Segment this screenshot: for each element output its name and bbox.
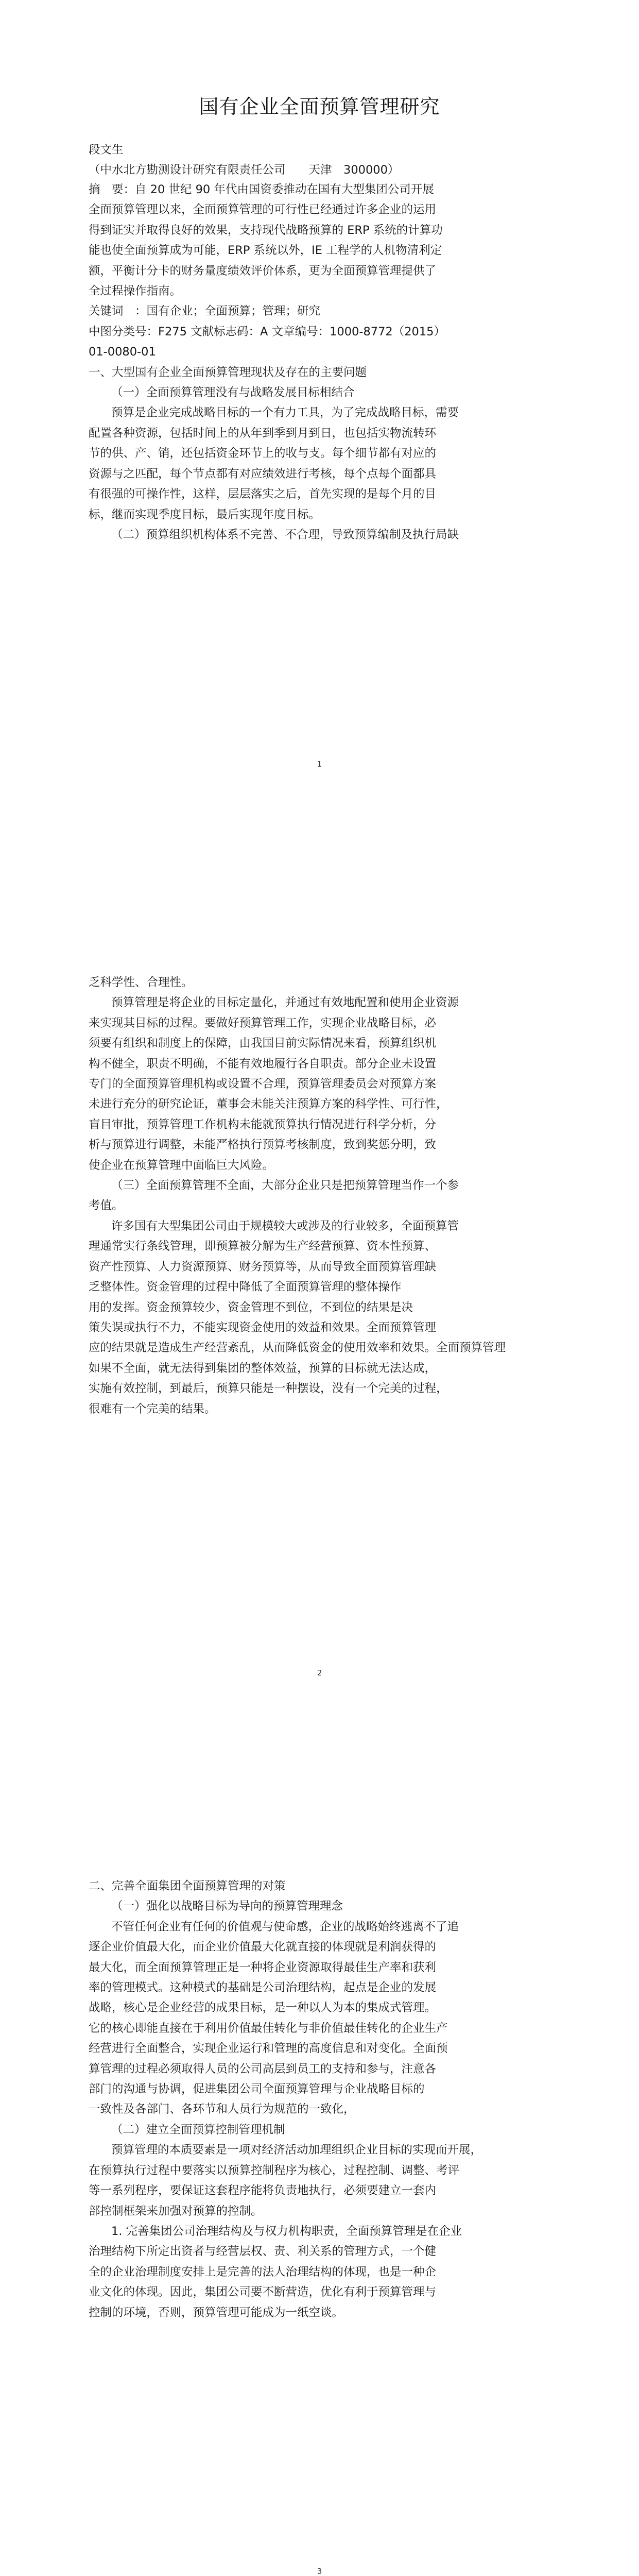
body-line: 逐企业价值最大化，而企业价值最大化就直接的体现就是利润获得的 — [89, 1940, 437, 1954]
body-line: 有很强的可操作性，这样，层层落实之后，首先实现的是每个月的目 — [89, 487, 437, 501]
body-line: 全的企业治理制度安排上是完善的法人治理结构的体现，也是一种企 — [89, 2265, 437, 2279]
page-1 — [0, 0, 639, 904]
body-line: 预算管理是将企业的目标定量化，并通过有效地配置和使用企业资源 — [111, 996, 459, 1010]
body-line: 控制的环境，否则，预算管理可能成为一纸空谈。 — [89, 2306, 344, 2319]
body-line: 专门的全面预算管理机构或设置不合理，预算管理委员会对预算方案 — [89, 1077, 437, 1091]
body-line: 率的管理模式。这种模式的基础是公司治理结构，起点是企业的发展 — [89, 1981, 437, 1995]
body-line: 等一系列程序，要保证这套程序能将负责地执行，必须要建立一套内 — [89, 2184, 437, 2198]
body-line: 很难有一个完美的结果。 — [89, 1402, 216, 1416]
classification-line: 01-0080-01 — [89, 345, 156, 359]
body-line: 部控制框架来加强对预算的控制。 — [89, 2204, 263, 2218]
article-title: 国有企业全面预算管理研究 — [199, 95, 440, 118]
abstract-line: 能也使全面预算成为可能，ERP 系统以外，IE 工程学的人机物清利定 — [89, 244, 442, 258]
body-line: 未进行充分的研究论证，董事会未能关注预算方案的科学性、可行性， — [89, 1097, 448, 1111]
abstract-line: 全面预算管理以来，全面预算管理的可行性已经通过许多企业的运用 — [89, 203, 437, 217]
author-name: 段文生 — [89, 143, 124, 157]
page-3-body — [89, 1876, 542, 2323]
body-line: 如果不全面，就无法得到集团的整体效益，预算的目标就无法达成， — [89, 1361, 437, 1375]
classification-line: 中图分类号：F275 文献标志码：A 文章编号：1000-8772（2015） — [89, 325, 445, 338]
subsection-heading: （二）预算组织机构体系不完善、不合理，导致预算编制及执行局缺 — [111, 528, 459, 541]
page-number: 3 — [317, 2567, 322, 2576]
body-line: 考值。 — [89, 1199, 124, 1213]
body-line: 资源与之匹配，每个节点都有对应绩效进行考核，每个点每个面都具 — [89, 467, 437, 481]
body-line: 析与预算进行调整，未能严格执行预算考核制度，致到奖惩分明，致 — [89, 1138, 437, 1152]
body-line: 用的发挥。资金预算较少，资金管理不到位，不到位的结果是决 — [89, 1300, 413, 1314]
abstract — [89, 180, 542, 545]
page-number: 2 — [317, 1668, 322, 1677]
body-line: 策失误或执行不力，不能实现资金使用的效益和效果。全面预算管理 — [89, 1320, 437, 1334]
body-line: 算管理的过程必须取得人员的公司高层到员工的支持和参与，注意各 — [89, 2062, 437, 2076]
body-line: 预算管理的本质要素是一项对经济活动加理组织企业目标的实现而开展， — [111, 2143, 482, 2157]
body-line: 不管任何企业有任何的价值观与使命感，企业的战略始终逃离不了追 — [111, 1920, 459, 1934]
body-line: 经营进行全面整合，实现企业运行和管理的高度信息和对变化。全面预 — [89, 2042, 448, 2056]
abstract-line: 摘 要：自 20 世纪 90 年代由国资委推动在国有大型集团公司开展 — [89, 183, 434, 196]
body-line: 部门的沟通与协调，促进集团公司全面预算管理与企业战略目标的 — [89, 2082, 425, 2096]
body-line: 乏整体性。资金管理的过程中降低了全面预算管理的整体操作 — [89, 1280, 402, 1294]
subsection-heading: （一）全面预算管理没有与战略发展目标相结合 — [111, 386, 355, 400]
section-heading: 二、完善全面集团全面预算管理的对策 — [89, 1879, 286, 1893]
body-line: 业文化的体现。因此，集团公司要不断营造，优化有利于预算管理与 — [89, 2285, 437, 2299]
abstract-line: 额，平衡计分卡的财务量度绩效评价体系，更为全面预算管理提供了 — [89, 264, 437, 278]
body-line: 资产性预算、人力资源预算、财务预算等，从而导致全面预算管理缺 — [89, 1260, 437, 1274]
body-line: 在预算执行过程中要落实以预算控制程序为核心，过程控制、调整、考评 — [89, 2163, 460, 2177]
subsection-heading: （一）强化以战略目标为导向的预算管理理念 — [111, 1900, 343, 1913]
body-line: 实施有效控制，到最后，预算只能是一种摆设，没有一个完美的过程， — [89, 1382, 448, 1396]
body-line: 应的结果就是造成生产经营紊乱，从而降低资金的使用效率和效果。全面预算管理 — [89, 1341, 506, 1355]
body-line: 来实现其目标的过程。要做好预算管理工作，实现企业战略目标，必 — [89, 1016, 437, 1030]
page-number: 1 — [317, 759, 322, 769]
body-line: 预算是企业完成战略目标的一个有力工具，为了完成战略目标，需要 — [111, 406, 459, 420]
body-line: 配置各种资源，包括时间上的从年到季到月到日，也包括实物流转环 — [89, 426, 437, 440]
body-line: 须要有组织和制度上的保障，由我国目前实际情况来看，预算组织机 — [89, 1037, 437, 1050]
body-line: 它的核心即能直接在于利用价值最佳转化与非价值最佳转化的企业生产 — [89, 2021, 448, 2035]
body-line: 1. 完善集团公司治理结构及与权力机构职责，全面预算管理是在企业 — [111, 2224, 462, 2238]
abstract-line: 全过程操作指南。 — [89, 284, 182, 298]
body-line: 一致性及各部门、各环节和人员行为规范的一致化， — [89, 2103, 355, 2116]
article-header — [89, 140, 542, 181]
body-line: 构不健全，职责不明确，不能有效地履行各自职责。部分企业未设置 — [89, 1057, 437, 1071]
page-3 — [0, 1807, 639, 2576]
body-line: 盲目审批，预算管理工作机构未能就预算执行情况进行科学分析，分 — [89, 1117, 437, 1131]
page-2 — [0, 904, 639, 1807]
body-line: 理通常实行条线管理，即预算被分解为生产经营预算、资本性预算、 — [89, 1240, 437, 1253]
body-line: 使企业在预算管理中面临巨大风险。 — [89, 1158, 274, 1172]
body-line: 节的供、产、销，还包括资金环节上的收与支。每个细节都有对应的 — [89, 447, 437, 461]
body-line: 标，继而实现季度目标，最后实现年度目标。 — [89, 507, 321, 521]
keywords: 关键词 ：国有企业；全面预算；管理；研究 — [89, 304, 321, 318]
subsection-heading: （二）建立全面预算控制管理机制 — [111, 2123, 285, 2137]
abstract-line: 得到证实并取得良好的效果，支持现代战略预算的 ERP 系统的计算功 — [89, 223, 443, 237]
body-line: 乏科学性、合理性。 — [89, 976, 193, 989]
author-affiliation: （中水北方勘测设计研究有限责任公司 天津 300000） — [89, 163, 400, 177]
section-heading: 一、大型国有企业全面预算管理现状及存在的主要问题 — [89, 365, 367, 379]
page-2-body — [89, 973, 542, 1419]
subsection-heading: （三）全面预算管理不全面，大部分企业只是把预算管理当作一个参 — [111, 1179, 459, 1193]
body-line: 最大化，而全面预算管理正是一种将企业资源取得最佳生产率和获利 — [89, 1960, 437, 1974]
body-line: 战略，核心是企业经营的成果目标，是一种以人为本的集成式管理。 — [89, 2001, 437, 2015]
body-line: 治理结构下所定出资者与经营层权、责、利关系的管理方式，一个健 — [89, 2245, 437, 2259]
body-line: 许多国有大型集团公司由于规模较大或涉及的行业较多，全面预算管 — [111, 1219, 459, 1233]
